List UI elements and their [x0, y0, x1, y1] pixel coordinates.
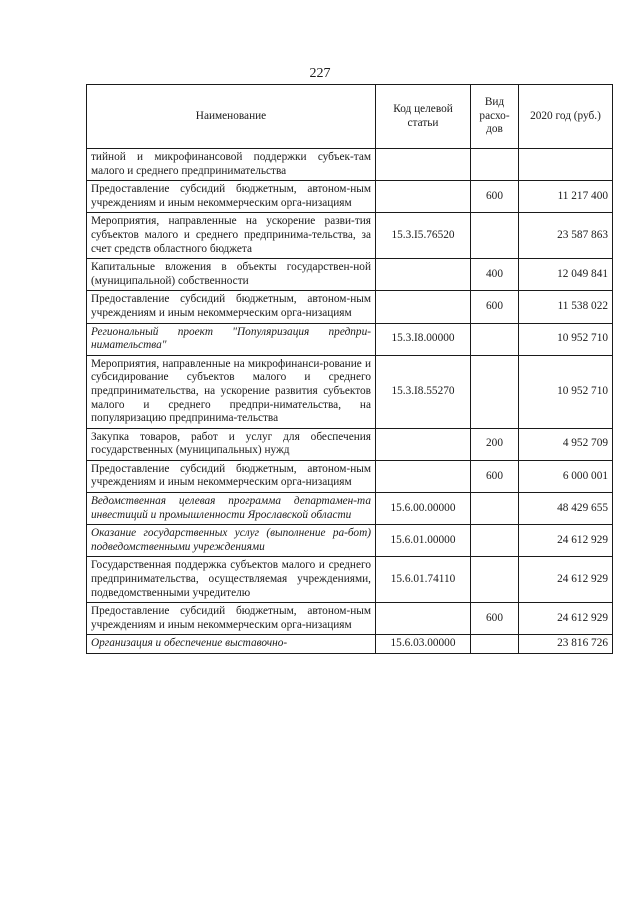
- row-type: [471, 213, 519, 259]
- row-code: 15.3.I8.55270: [376, 355, 471, 428]
- row-code: 15.6.03.00000: [376, 635, 471, 654]
- row-amount: 4 952 709: [519, 428, 613, 460]
- table-row: [87, 493, 613, 525]
- row-code: [376, 603, 471, 635]
- row-type: [471, 323, 519, 355]
- row-name: Капитальные вложения в объекты государствен-ной (муниципальной) собственности: [87, 259, 376, 291]
- row-name: Региональный проект "Популяризация предпри-нимательства": [87, 323, 376, 355]
- row-type: 400: [471, 259, 519, 291]
- table-row: [87, 213, 613, 259]
- row-name: Предоставление субсидий бюджетным, автоном-ным учреждениям и иным некоммерческим орга-низациям: [87, 291, 376, 323]
- row-type: 600: [471, 291, 519, 323]
- row-name: Организация и обеспечение выставочно-: [87, 635, 376, 654]
- table-row: [87, 355, 613, 428]
- row-type: 600: [471, 181, 519, 213]
- row-type: [471, 493, 519, 525]
- row-type: 200: [471, 428, 519, 460]
- row-amount: 6 000 001: [519, 460, 613, 492]
- row-type: [471, 149, 519, 181]
- budget-table: [86, 84, 613, 654]
- table-row: [87, 149, 613, 181]
- row-name: Ведомственная целевая программа департамен-та инвестиций и промышленности Ярославской области: [87, 493, 376, 525]
- table-row: [87, 460, 613, 492]
- row-code: [376, 291, 471, 323]
- row-type: [471, 355, 519, 428]
- row-name: Предоставление субсидий бюджетным, автоном-ным учреждениям и иным некоммерческим орга-низациям: [87, 603, 376, 635]
- row-code: [376, 259, 471, 291]
- page-number: 227: [309, 66, 331, 81]
- row-amount: 24 612 929: [519, 603, 613, 635]
- row-amount: 23 587 863: [519, 213, 613, 259]
- row-code: 15.6.01.74110: [376, 557, 471, 603]
- row-name: Предоставление субсидий бюджетным, автоном-ным учреждениям и иным некоммерческим орга-низациям: [87, 181, 376, 213]
- table-row: [87, 259, 613, 291]
- table-row: [87, 323, 613, 355]
- row-type: [471, 635, 519, 654]
- row-amount: 11 538 022: [519, 291, 613, 323]
- table-row: [87, 557, 613, 603]
- header-amount: 2020 год (руб.): [519, 85, 613, 149]
- row-amount: 10 952 710: [519, 323, 613, 355]
- table-row: [87, 525, 613, 557]
- row-amount: [519, 149, 613, 181]
- header-code: Код целевой статьи: [376, 85, 471, 149]
- row-amount: 24 612 929: [519, 557, 613, 603]
- table-row: [87, 181, 613, 213]
- row-code: [376, 181, 471, 213]
- row-code: [376, 428, 471, 460]
- row-name: Закупка товаров, работ и услуг для обеспечения государственных (муниципальных) нужд: [87, 428, 376, 460]
- row-name: Предоставление субсидий бюджетным, автоном-ным учреждениям и иным некоммерческим орга-низациям: [87, 460, 376, 492]
- row-code: 15.3.I5.76520: [376, 213, 471, 259]
- row-type: [471, 557, 519, 603]
- row-amount: 23 816 726: [519, 635, 613, 654]
- row-amount: 10 952 710: [519, 355, 613, 428]
- row-name: Мероприятия, направленные на микрофинанси-рование и субсидирование субъектов малого и среднего предпринимательства, на ускорение развития субъектов малого и среднего предпри-нимательства, на популяризацию предпринима-тельства: [87, 355, 376, 428]
- row-amount: 24 612 929: [519, 525, 613, 557]
- table-row: [87, 603, 613, 635]
- table-row: [87, 635, 613, 654]
- table-header: [87, 85, 613, 149]
- row-type: 600: [471, 460, 519, 492]
- row-name: Оказание государственных услуг (выполнение ра-бот) подведомственными учреждениями: [87, 525, 376, 557]
- row-type: [471, 525, 519, 557]
- row-name: тийной и микрофинансовой поддержки субъек-там малого и среднего предпринимательства: [87, 149, 376, 181]
- row-name: Мероприятия, направленные на ускорение разви-тия субъектов малого и среднего предпринима-тельства, за счет средств областного бюджета: [87, 213, 376, 259]
- row-amount: 11 217 400: [519, 181, 613, 213]
- table-row: [87, 291, 613, 323]
- table-row: [87, 428, 613, 460]
- row-code: 15.6.00.00000: [376, 493, 471, 525]
- header-type: Вид расхо-дов: [471, 85, 519, 149]
- row-code: [376, 460, 471, 492]
- row-name: Государственная поддержка субъектов малого и среднего предпринимательства, осуществляемая учреждениями, подведомственными учредителю: [87, 557, 376, 603]
- table-body: [87, 149, 613, 654]
- row-amount: 48 429 655: [519, 493, 613, 525]
- row-amount: 12 049 841: [519, 259, 613, 291]
- row-code: 15.6.01.00000: [376, 525, 471, 557]
- row-code: 15.3.I8.00000: [376, 323, 471, 355]
- row-type: 600: [471, 603, 519, 635]
- row-code: [376, 149, 471, 181]
- header-name: Наименование: [87, 85, 376, 149]
